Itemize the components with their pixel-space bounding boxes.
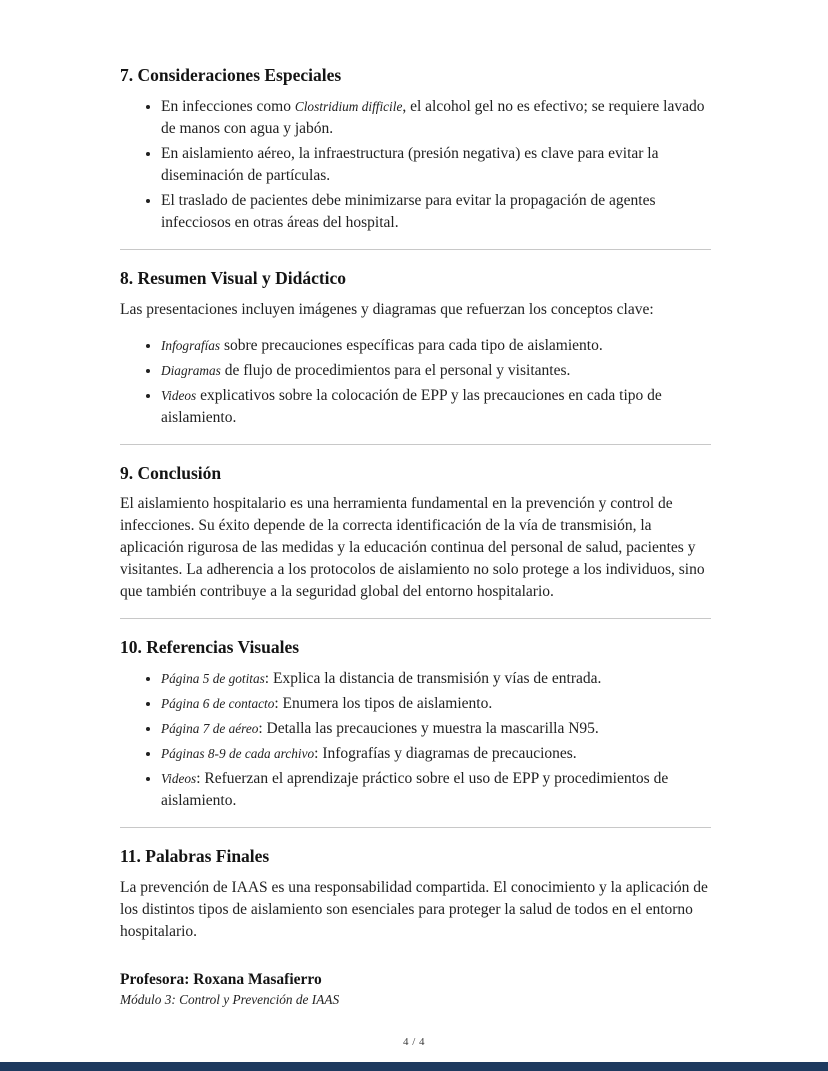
text-run: sobre precauciones específicas para cada tipo de aislamiento.	[220, 336, 603, 354]
section-heading: 8. Resumen Visual y Didáctico	[120, 267, 347, 288]
section-divider	[120, 249, 711, 250]
list-item	[161, 743, 711, 765]
section-divider	[120, 618, 711, 619]
text-run: : Refuerzan el aprendizaje práctico sobre el uso de EPP y procedimientos de aislamiento.	[161, 770, 669, 809]
text-run: explicativos sobre la colocación de EPP y las precauciones en cada tipo de aislamiento.	[161, 386, 662, 426]
section-intro: Las presentaciones incluyen imágenes y diagramas que refuerzan los conceptos clave:	[120, 300, 654, 318]
italic-term: Página 7 de aéreo	[161, 721, 259, 736]
italic-term: Página 5 de gotitas	[161, 671, 265, 686]
list-item: • El traslado de pacientes debe minimizarse para evitar la propagación de agentes infecciosos en otras áreas del hospital.	[161, 190, 711, 234]
text-run: : Detalla las precauciones y muestra la mascarilla N95.	[258, 720, 599, 737]
section-palabras-finales	[120, 845, 711, 943]
bullet-list	[120, 335, 711, 429]
list-item	[161, 96, 711, 140]
section-divider	[120, 444, 711, 445]
list-item	[161, 693, 711, 715]
italic-term: Página 6 de contacto	[161, 696, 275, 711]
text-run: de flujo de procedimientos para el personal y visitantes.	[220, 361, 571, 379]
list-item: • En aislamiento aéreo, la infraestructura (presión negativa) es clave para evitar la diseminación de partículas.	[161, 143, 711, 187]
italic-term: Videos	[161, 771, 197, 786]
section-body: La prevención de IAAS es una responsabilidad compartida. El conocimiento y la aplicación de los distintos tipos de aislamiento son esenciales para proteger la salud de todos en el entorno hospitalario.	[120, 878, 708, 940]
italic-term: Diagramas	[161, 362, 221, 378]
text-run: : Enumera los tipos de aislamiento.	[274, 695, 493, 712]
italic-term: Videos	[161, 387, 197, 403]
section-heading: 11. Palabras Finales	[120, 846, 270, 866]
text-run: : Explica la distancia de transmisión y vías de entrada.	[264, 670, 602, 687]
text-run: , el alcohol gel no es efectivo; se requiere lavado de manos con agua y jabón.	[161, 97, 705, 137]
section-heading: 7. Consideraciones Especiales	[120, 65, 342, 85]
bottom-bar	[0, 1062, 828, 1071]
section-body: El aislamiento hospitalario es una herramienta fundamental en la prevención y control de infecciones. Su éxito depende de la correcta identificación de la vía de transmisión, la aplicación rigurosa de las medidas y la educación continua del personal de salud, pacientes y visitantes. La adherencia a los protocolos de aislamiento no solo protege a los individuos, sino que también contribuye a la seguridad global del entorno hospitalario.	[120, 495, 705, 601]
bullet-list	[120, 668, 711, 812]
italic-term: Páginas 8-9 de cada archivo	[161, 746, 315, 761]
list-item	[161, 718, 711, 740]
bullet-list	[120, 96, 711, 234]
list-item	[161, 768, 711, 812]
module-label: Módulo 3: Control y Prevención de IAAS	[120, 991, 340, 1007]
page-number: 4 / 4	[402, 1036, 426, 1048]
italic-term: Infografías	[161, 337, 221, 353]
list-item	[161, 360, 711, 382]
author-name: Profesora: Roxana Masafierro	[120, 970, 322, 988]
italic-term: Clostridium difficile	[294, 98, 403, 114]
section-consideraciones-especiales	[120, 64, 711, 234]
section-divider	[120, 827, 711, 828]
text-run: En infecciones como	[161, 97, 295, 115]
section-heading: 10. Referencias Visuales	[120, 637, 300, 658]
section-heading: 9. Conclusión	[120, 462, 222, 483]
section-referencias-visuales	[120, 636, 711, 812]
text-run: : Infografías y diagramas de precauciones.	[314, 745, 577, 762]
section-conclusion	[120, 462, 711, 604]
signature-block	[120, 971, 711, 1008]
list-item	[161, 385, 711, 429]
document-content	[120, 0, 711, 1008]
section-resumen-visual	[120, 267, 711, 429]
list-item	[161, 335, 711, 357]
list-item	[161, 668, 711, 690]
